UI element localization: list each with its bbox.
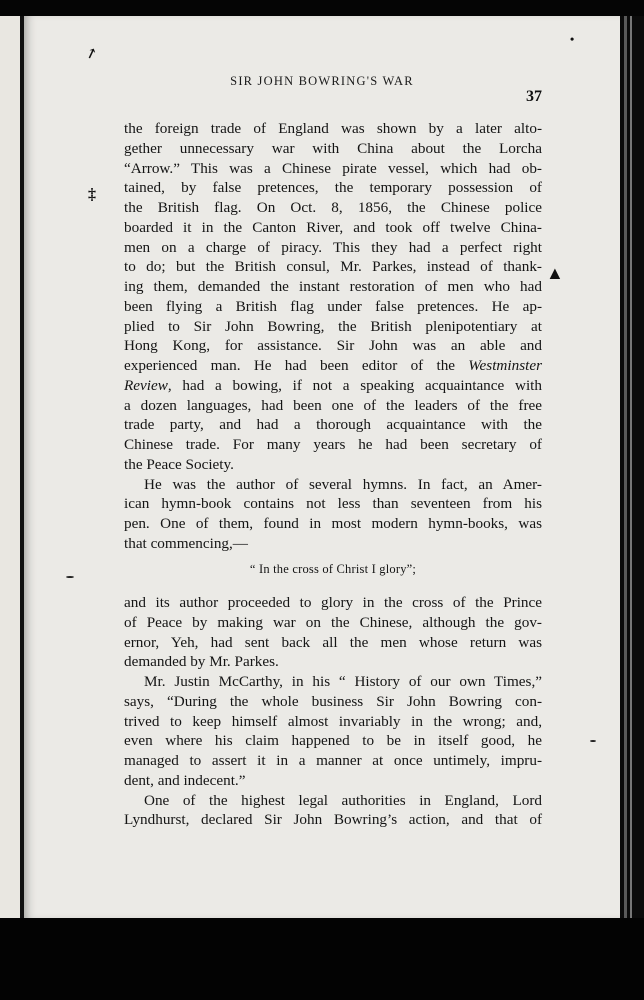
margin-tick: ‡ xyxy=(88,186,96,203)
text-line: dent, and indecent.” xyxy=(124,771,246,789)
text-line: that commencing,— xyxy=(124,534,248,552)
text-line: plied to Sir John Bowring, the British plenipotentiary at xyxy=(124,317,542,335)
ink-speck: • xyxy=(570,32,575,46)
text-line: pen. One of them, found in most modern hymn-books, was xyxy=(124,515,542,532)
text-line: the British flag. On Oct. 8, 1856, the Chinese police xyxy=(124,199,542,216)
ink-blot: ▲ xyxy=(546,263,564,283)
scan-top-border xyxy=(0,0,644,16)
scan-bottom-border xyxy=(0,918,644,1000)
text-line: managed to assert it in a manner at once untimely, impru- xyxy=(124,752,542,769)
text-line: men on a charge of piracy. This they had a perfect right xyxy=(124,238,542,256)
text-line: One of the highest legal authorities in England, Lord xyxy=(144,791,542,809)
page-edge-stripe xyxy=(630,16,632,918)
text-line: “Arrow.” This was a Chinese pirate vessel, which had ob- xyxy=(124,159,542,177)
text-line: tained, by false pretences, the temporary possession of xyxy=(124,179,542,197)
text-line: the Peace Society. xyxy=(124,455,234,473)
margin-dash xyxy=(66,576,74,578)
text-line: trived to keep himself almost invariably in the wrong; and, xyxy=(124,712,542,730)
text-line: Chinese trade. For many years he had been secretary of xyxy=(124,436,542,453)
page-edge-stack xyxy=(620,16,644,918)
page-edge-stripe xyxy=(624,16,627,918)
text-line: even where his claim happened to be in itself good, he xyxy=(124,732,542,750)
text-line: trade party, and had a thorough acquaintance with the xyxy=(124,416,542,434)
pencil-mark: ↗ xyxy=(83,45,100,64)
text-line: demanded by Mr. Parkes. xyxy=(124,653,279,671)
italic-title-review: Review xyxy=(124,376,168,394)
page-number: 37 xyxy=(526,88,542,105)
margin-dash xyxy=(590,740,596,742)
text-line: ican hymn-book contains not less than seventeen from his xyxy=(124,495,542,513)
text-line: gether unnecessary war with China about the Lorcha xyxy=(124,139,542,157)
running-head: SIR JOHN BOWRING'S WAR xyxy=(230,74,414,88)
text-line: boarded it in the Canton River, and took off twelve China- xyxy=(124,218,542,236)
text-line-with-italic xyxy=(124,376,542,396)
body-text-top xyxy=(124,119,542,554)
italic-title-westminster: Westminster xyxy=(468,357,542,374)
text-line: He was the author of several hymns. In fact, an Amer- xyxy=(144,475,542,493)
text-line: been flying a British flag under false pretences. He ap- xyxy=(124,297,542,315)
text-line: ernor, Yeh, had sent back all the men whose return was xyxy=(124,633,542,651)
body-text-bottom xyxy=(124,593,542,830)
text-line: of Peace by making war on the Chinese, although the gov- xyxy=(124,613,542,631)
text-line: to do; but the British consul, Mr. Parkes, instead of thank- xyxy=(124,258,542,276)
text-line: a dozen languages, had been one of the leaders of the free xyxy=(124,396,542,414)
text-line: ing them, demanded the instant restoration of men who had xyxy=(124,278,542,295)
text-line: Lyndhurst, declared Sir John Bowring’s action, and that of xyxy=(124,811,542,829)
text-line-with-italic xyxy=(124,356,542,376)
facing-page-edge xyxy=(0,16,20,918)
text-span: , had a bowing, if not a speaking acquaintance with xyxy=(167,376,542,394)
hymn-quote: “ In the cross of Christ I glory”; xyxy=(249,562,417,576)
text-line: says, “During the whole business Sir John Bowring con- xyxy=(124,692,542,710)
text-line: the foreign trade of England was shown by a later alto- xyxy=(124,120,542,137)
text-line: and its author proceeded to glory in the cross of the Prince xyxy=(124,594,542,611)
text-span: experienced man. He had been editor of the xyxy=(124,357,469,374)
text-line: Hong Kong, for assistance. Sir John was an able and xyxy=(124,337,542,355)
text-line: Mr. Justin McCarthy, in his “ History of our own Times,” xyxy=(144,673,542,690)
